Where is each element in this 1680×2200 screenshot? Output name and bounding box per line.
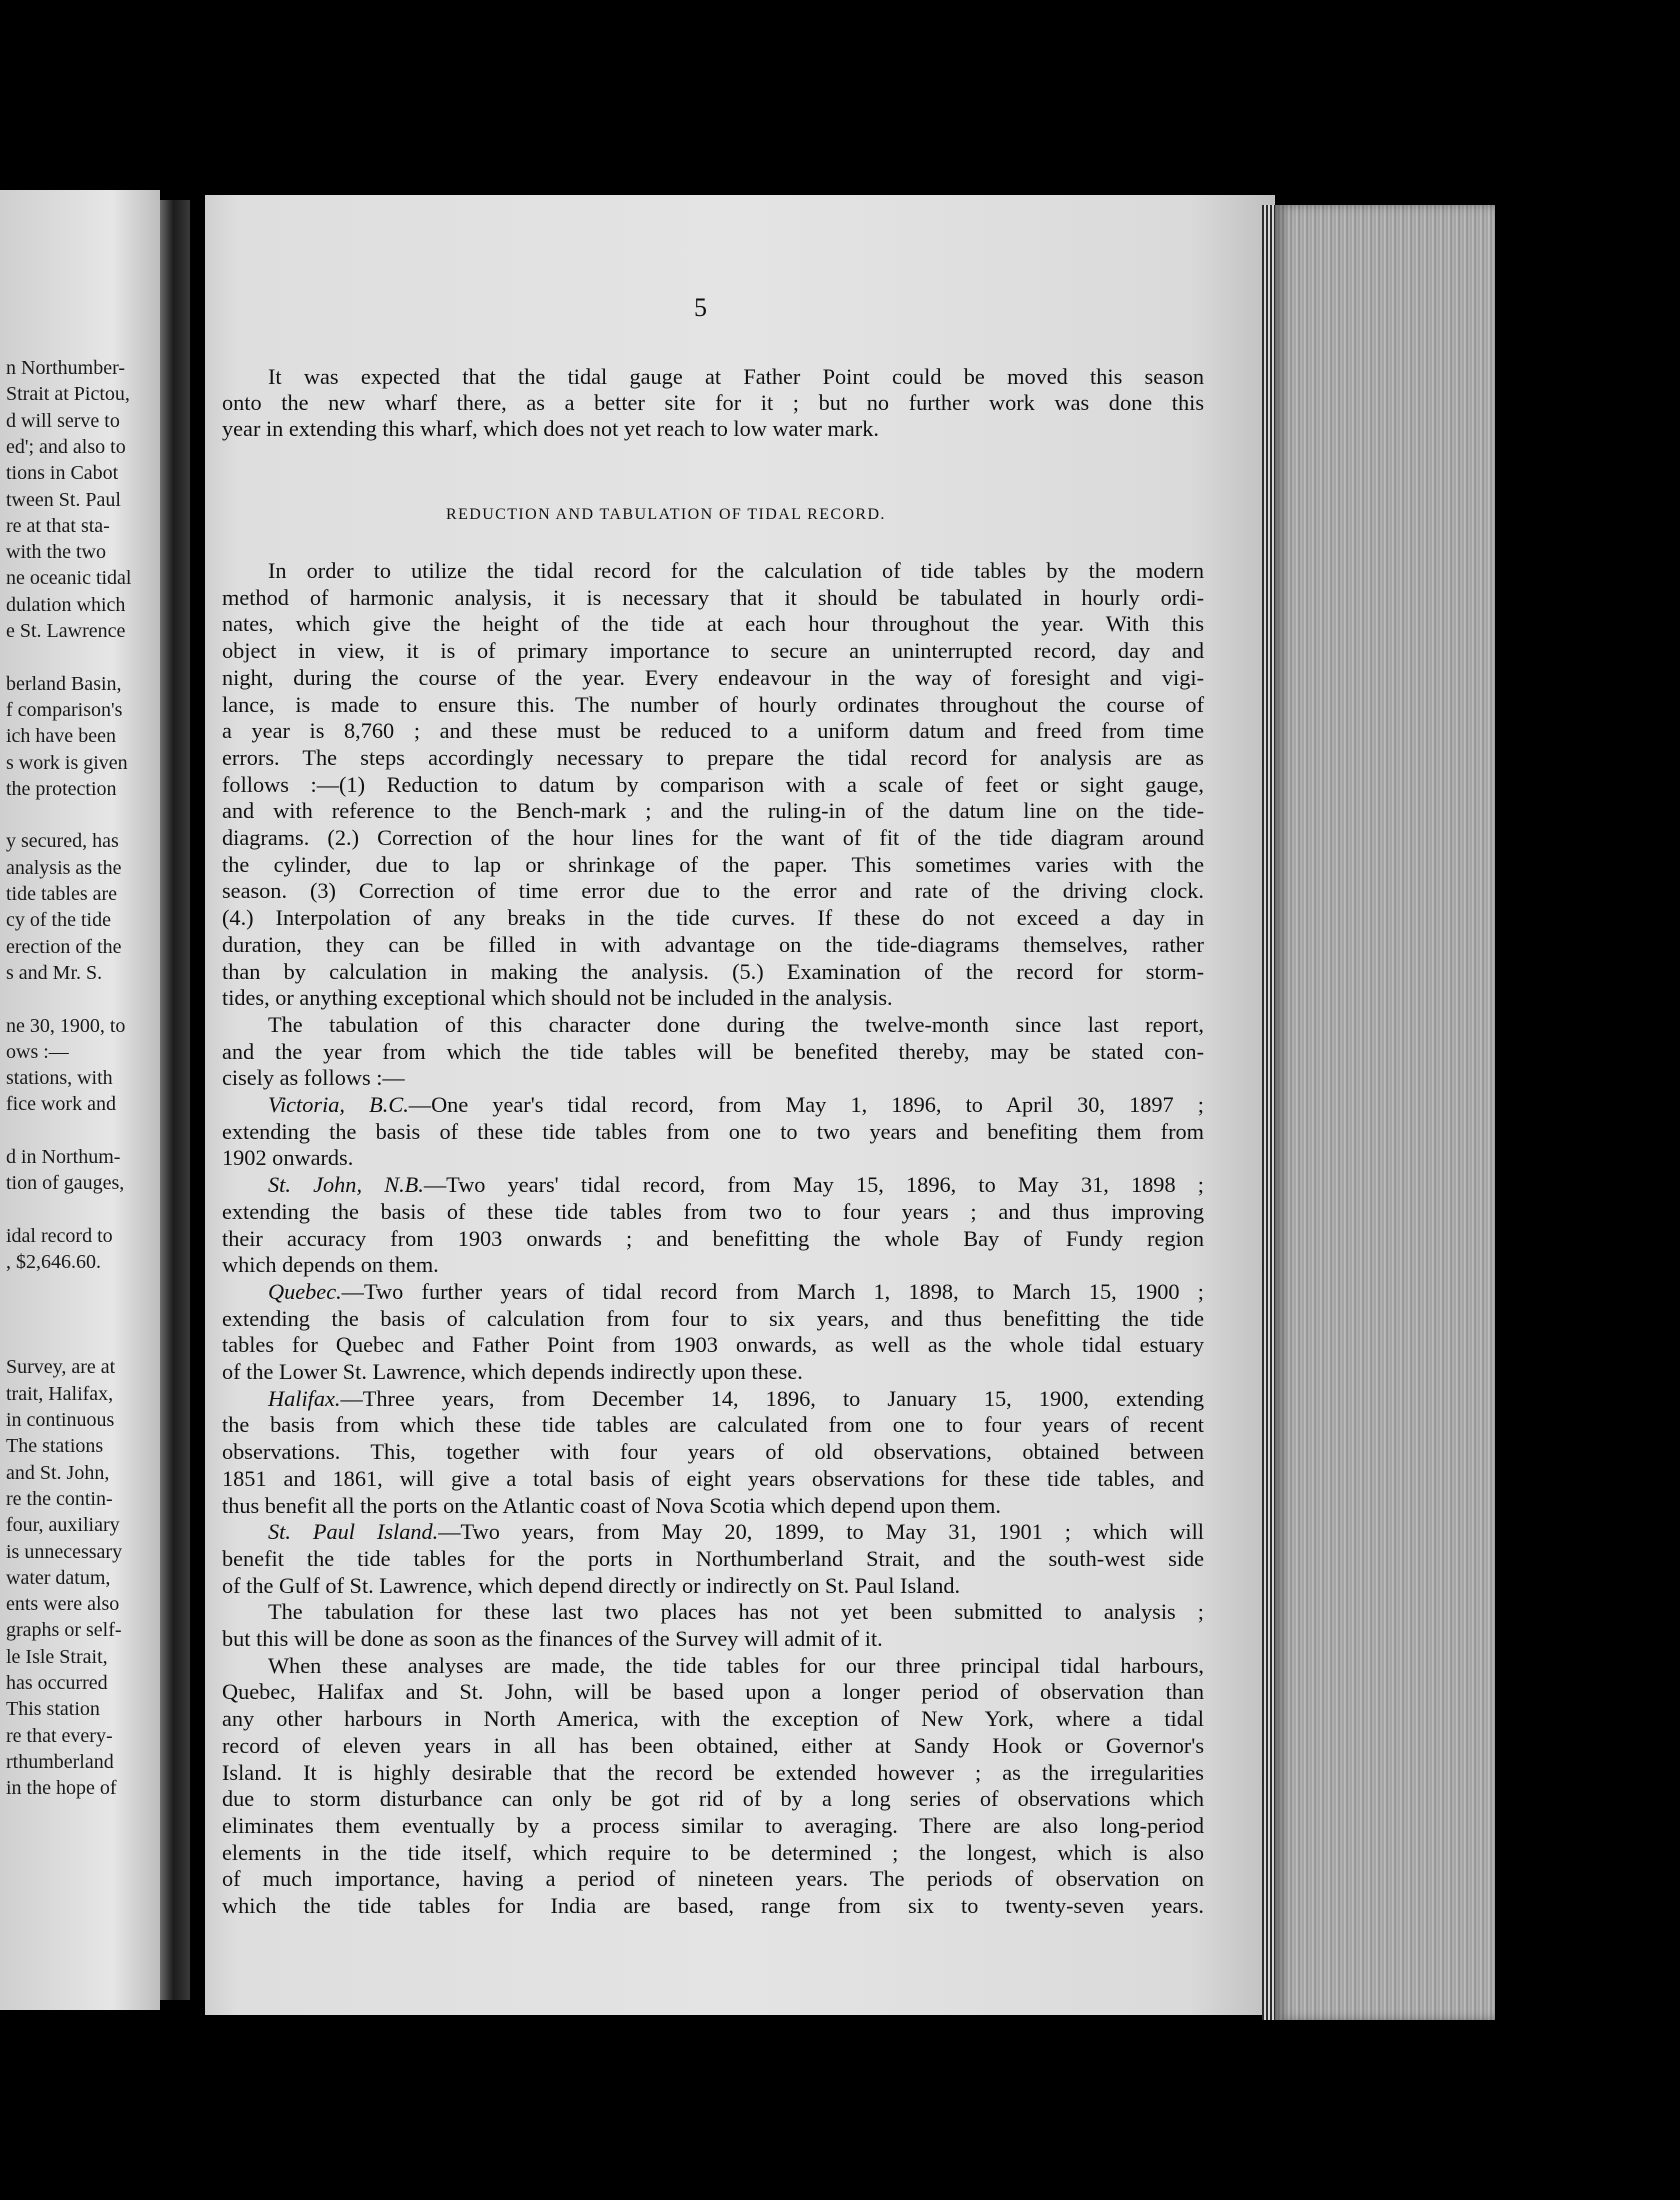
body-line: of the Lower St. Lawrence, which depends indirectly upon these. — [222, 1359, 803, 1384]
body-line: nates, which give the height of the tide at each hour throughout the year. With this — [222, 611, 1204, 637]
body-line: (4.) Interpolation of any breaks in the tide curves. If these do not exceed a day in — [222, 905, 1204, 931]
body-line: Island. It is highly desirable that the record be extended however ; as the irregularities — [222, 1759, 1204, 1785]
margin-text-line: fice work and — [6, 1093, 116, 1116]
body-line: 1902 onwards. — [222, 1145, 354, 1171]
margin-text-line: in the hope of — [6, 1777, 117, 1800]
body-line: than by calculation in making the analysis. (5.) Examination of the record for storm- — [222, 958, 1204, 984]
body-line: extending the basis of these tide tables from two to four years ; and thus improving — [222, 1198, 1204, 1224]
margin-text-line: ich have been — [6, 725, 116, 748]
margin-text-line: re the contin- — [6, 1487, 113, 1510]
margin-text-line: and St. John, — [6, 1461, 110, 1484]
body-line: follows :—(1) Reduction to datum by comparison with a scale of feet or sight gauge, — [222, 771, 1204, 797]
margin-text-line: with the two — [6, 541, 106, 564]
previous-page-fragment — [0, 190, 160, 2010]
margin-text-line: erection of the — [6, 935, 122, 958]
margin-text-line: cy of the tide — [6, 909, 111, 932]
margin-text-line: tions in Cabot — [6, 462, 119, 485]
margin-text-line: d will serve to — [6, 409, 120, 432]
body-line: a year is 8,760 ; and these must be reduced to a uniform datum and freed from time — [222, 718, 1204, 744]
body-line: tides, or anything exceptional which should not be included in the analysis. — [222, 985, 893, 1011]
body-line: but this will be done as soon as the finances of the Survey will admit of it. — [222, 1626, 883, 1651]
body-line: which the tide tables for India are based, range from six to twenty-seven years. — [222, 1893, 1204, 1918]
margin-text-line: in continuous — [6, 1409, 115, 1431]
body-line: object in view, it is of primary importance to secure an uninterrupted record, day and — [222, 638, 1204, 664]
margin-text-line: The stations — [6, 1435, 104, 1458]
margin-text-line: s work is given — [6, 751, 128, 774]
margin-text-line: ne oceanic tidal — [6, 567, 132, 590]
body-line: Halifax.—Three years, from December 14, 1896, to January 15, 1900, extending — [268, 1385, 1204, 1411]
margin-text-line: tide tables are — [6, 883, 118, 905]
intro-line: It was expected that the tidal gauge at Father Point could be moved this season — [268, 364, 1204, 389]
body-line: lance, is made to ensure this. The number of hourly ordinates throughout the course of — [222, 691, 1204, 717]
body-line: Quebec.—Two further years of tidal record from March 1, 1898, to March 15, 1900 ; — [268, 1278, 1204, 1304]
margin-text-line: four, auxiliary — [6, 1514, 120, 1537]
body-line: The tabulation for these last two places has not yet been submitted to analysis ; — [268, 1599, 1204, 1625]
margin-text-line: tween St. Paul — [6, 488, 121, 511]
margin-text-line: has occurred — [6, 1672, 108, 1694]
body-line: extending the basis of these tide tables from one to two years and benefiting them from — [222, 1118, 1204, 1144]
body-line: their accuracy from 1903 onwards ; and benefitting the whole Bay of Fundy region — [222, 1225, 1204, 1251]
body-line: benefit the tide tables for the ports in Northumberland Strait, and the south-west side — [222, 1545, 1204, 1571]
margin-text-line: re at that sta- — [6, 514, 110, 537]
section-heading: REDUCTION AND TABULATION OF TIDAL RECORD. — [446, 506, 886, 523]
body-line: and with reference to the Bench-mark ; and the ruling-in of the datum line on the tide- — [222, 798, 1204, 824]
book-gutter — [160, 200, 190, 2000]
margin-text-line: is unnecessary — [6, 1540, 123, 1563]
book-page-edges — [1275, 205, 1495, 2020]
body-line: diagrams. (2.) Correction of the hour lines for the want of fit of the tide diagram around — [222, 825, 1204, 850]
body-line: due to storm disturbance can only be got rid of by a long series of observations which — [222, 1786, 1204, 1812]
body-line: St. John, N.B.—Two years' tidal record, from May 15, 1896, to May 31, 1898 ; — [268, 1172, 1204, 1198]
margin-text-line: idal record to — [6, 1224, 113, 1247]
margin-text-line: analysis as the — [6, 856, 122, 879]
body-line: record of eleven years in all has been obtained, either at Sandy Hook or Governor's — [222, 1732, 1204, 1758]
page-number: 5 — [694, 293, 707, 322]
margin-text-line: , $2,646.60. — [6, 1251, 101, 1274]
body-line: Victoria, B.C.—One year's tidal record, from May 1, 1896, to April 30, 1897 ; — [268, 1092, 1204, 1117]
body-line: When these analyses are made, the tide tables for our three principal tidal harbours, — [268, 1652, 1204, 1678]
body-line: of much importance, having a period of nineteen years. The periods of observation on — [222, 1866, 1204, 1892]
margin-text-line: tion of gauges, — [6, 1172, 125, 1195]
body-line: season. (3) Correction of time error due to the error and rate of the driving clock. — [222, 878, 1204, 904]
body-line: cisely as follows :— — [222, 1065, 405, 1091]
body-line: eliminates them eventually by a process similar to averaging. There are also long-period — [222, 1812, 1204, 1838]
margin-text-line: n Northumber- — [6, 357, 126, 379]
margin-text-line: berland Basin, — [6, 672, 122, 695]
margin-text-line: e St. Lawrence — [6, 620, 126, 642]
margin-text-line: Survey, are at — [6, 1356, 116, 1379]
body-line: The tabulation of this character done during the twelve-month since last report, — [268, 1011, 1204, 1037]
body-line: of the Gulf of St. Lawrence, which depend directly or indirectly on St. Paul Island. — [222, 1572, 961, 1598]
body-line: In order to utilize the tidal record for the calculation of tide tables by the modern — [268, 558, 1204, 583]
page-edge-lines — [1262, 205, 1276, 2020]
body-line: the cylinder, due to lap or shrinkage of the paper. This sometimes varies with the — [222, 851, 1204, 877]
margin-text-line: ents were also — [6, 1593, 120, 1616]
margin-text-line: trait, Halifax, — [6, 1382, 114, 1405]
margin-text-line: y secured, has — [6, 830, 119, 853]
margin-text-line: Strait at Pictou, — [6, 383, 130, 406]
margin-text-line: ed'; and also to — [6, 435, 126, 458]
margin-text-line: ne 30, 1900, to — [6, 1014, 126, 1037]
body-line: extending the basis of calculation from four to six years, and thus benefitting the tide — [222, 1305, 1204, 1331]
body-line: which depends on them. — [222, 1252, 439, 1278]
margin-text-line: f comparison's — [6, 698, 123, 721]
body-line: observations. This, together with four years of old observations, obtained between — [222, 1439, 1204, 1465]
margin-text-line: ows :— — [6, 1040, 69, 1063]
body-line: the basis from which these tide tables are calculated from one to four years of recent — [222, 1412, 1204, 1438]
margin-text-line: dulation which — [6, 593, 126, 616]
margin-text-line: graphs or self- — [6, 1619, 122, 1642]
body-line: thus benefit all the ports on the Atlantic coast of Nova Scotia which depend upon them. — [222, 1492, 1001, 1518]
body-line: method of harmonic analysis, it is necessary that it should be tabulated in hourly ordi- — [222, 584, 1204, 610]
body-line: Quebec, Halifax and St. John, will be based upon a longer period of observation than — [222, 1679, 1204, 1705]
margin-text-line: s and Mr. S. — [6, 961, 103, 984]
body-line: 1851 and 1861, will give a total basis of eight years observations for these tide tables, and — [222, 1465, 1204, 1491]
margin-text-line: stations, with — [6, 1067, 113, 1090]
body-line: duration, they can be filled in with advantage on the tide-diagrams themselves, rather — [222, 931, 1204, 957]
intro-line: onto the new wharf there, as a better site for it ; but no further work was done this — [222, 390, 1204, 416]
margin-text-line: le Isle Strait, — [6, 1645, 108, 1668]
margin-text-line: rthumberland — [6, 1750, 114, 1773]
body-line: St. Paul Island.—Two years, from May 20, 1899, to May 31, 1901 ; which will — [268, 1519, 1205, 1545]
margin-text-line: re that every- — [6, 1724, 113, 1747]
body-line: night, during the course of the year. Every endeavour in the way of foresight and vigi- — [222, 664, 1204, 690]
body-line: and the year from which the tide tables will be benefited thereby, may be stated con- — [222, 1038, 1204, 1064]
body-line: errors. The steps accordingly necessary to prepare the tidal record for analysis are as — [222, 744, 1204, 770]
intro-line: year in extending this wharf, which does not yet reach to low water mark. — [222, 416, 879, 442]
body-line: any other harbours in North America, with the exception of New York, where a tidal — [222, 1706, 1204, 1732]
margin-text-line: the protection — [6, 777, 117, 800]
margin-text-line: d in Northum- — [6, 1146, 121, 1168]
margin-text-line: water datum, — [6, 1566, 111, 1589]
body-line: tables for Quebec and Father Point from 1903 onwards, as well as the whole tidal estuary — [222, 1332, 1204, 1358]
margin-text-line: This station — [6, 1698, 100, 1721]
body-line: elements in the tide itself, which require to be determined ; the longest, which is also — [222, 1839, 1204, 1865]
